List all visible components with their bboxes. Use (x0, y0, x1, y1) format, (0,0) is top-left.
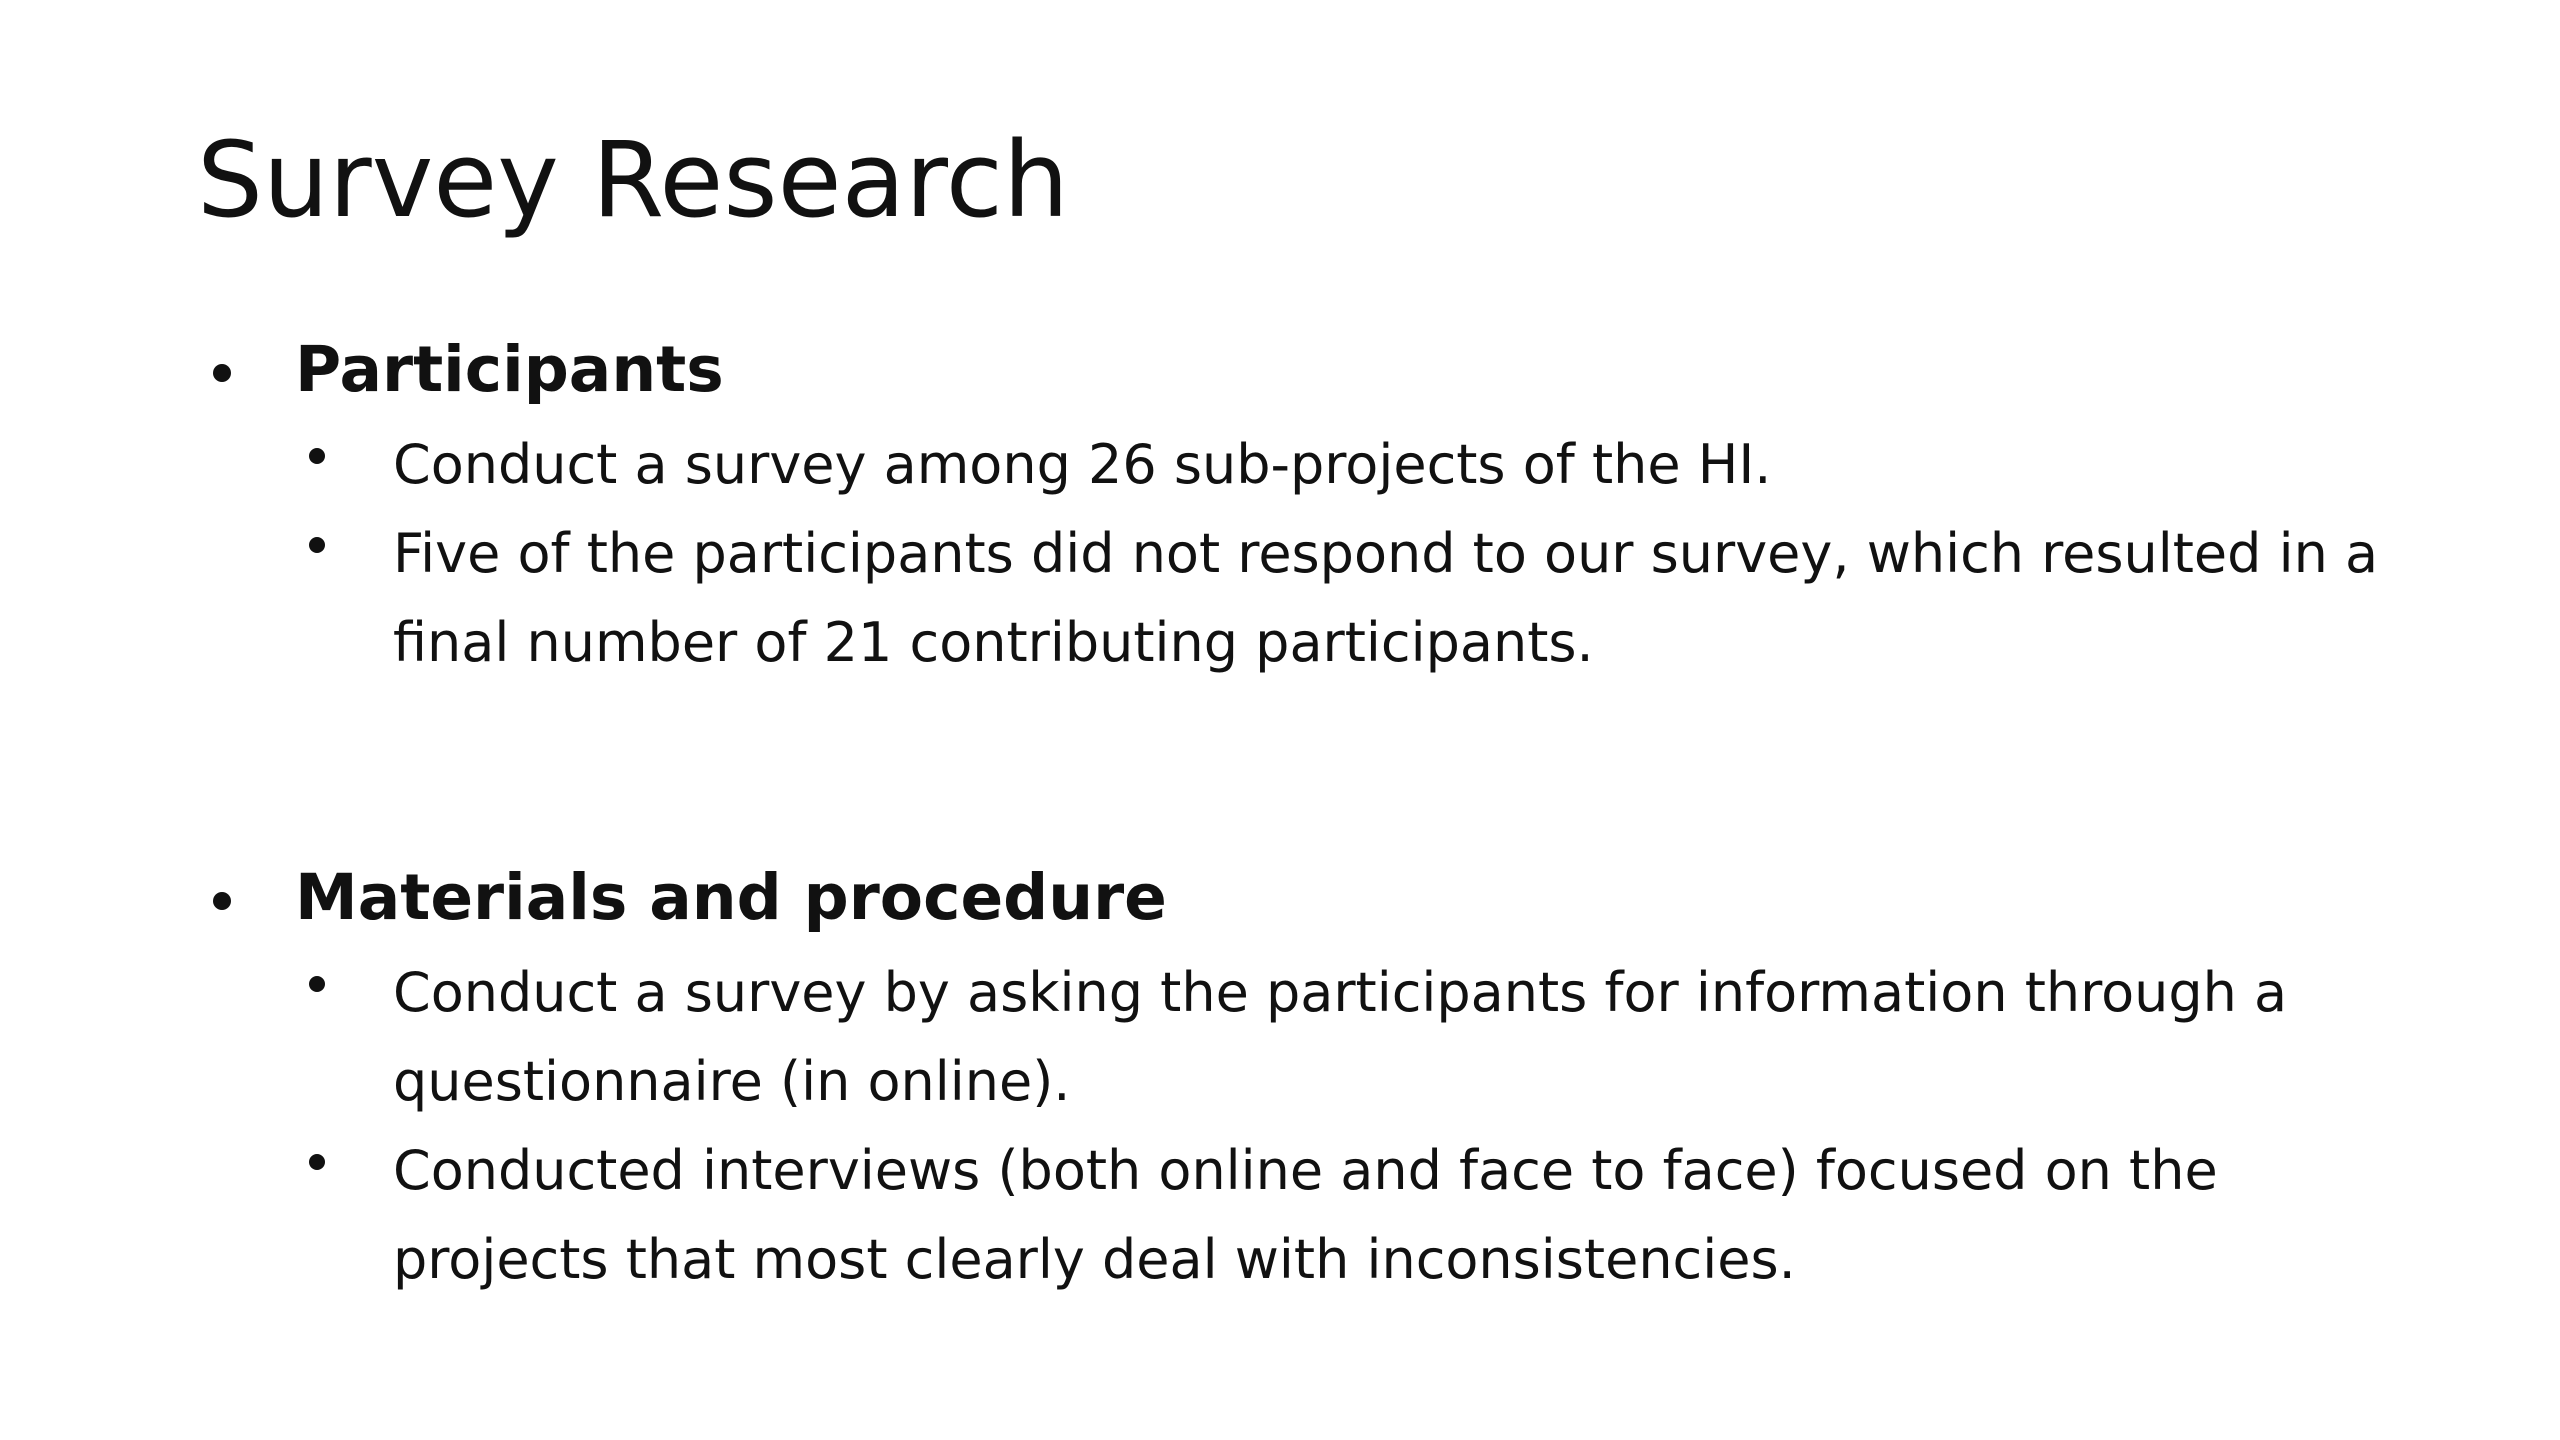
slide-title: Survey Research (197, 119, 1069, 241)
bullet-icon (309, 448, 325, 464)
bullet-list (200, 420, 2420, 687)
section-participants (200, 330, 2420, 687)
section-heading: Participants (295, 333, 724, 406)
list-item-text: Conducted interviews (both online and face to face) focused on the projects that most clearly deal with inconsistencies. (393, 1139, 2218, 1291)
bullet-list (200, 948, 2420, 1304)
bullet-icon (213, 364, 231, 382)
list-item (297, 1126, 2420, 1304)
list-item-text: Five of the participants did not respond to our survey, which resulted in a final number of 21 contributing participants. (393, 522, 2379, 674)
section-materials-and-procedure (200, 858, 2420, 1304)
list-item-text: Conduct a survey by asking the participants for information through a questionnaire (in online). (393, 961, 2288, 1113)
section-heading-row (200, 858, 2420, 938)
list-item (297, 420, 2420, 509)
list-item (297, 948, 2420, 1126)
bullet-icon (309, 976, 325, 992)
list-item-text: Conduct a survey among 26 sub-projects of the HI. (393, 433, 1772, 496)
list-item (297, 509, 2420, 687)
bullet-icon (309, 1154, 325, 1170)
section-heading-row (200, 330, 2420, 410)
section-heading: Materials and procedure (295, 861, 1167, 934)
bullet-icon (309, 537, 325, 553)
bullet-icon (213, 892, 231, 910)
